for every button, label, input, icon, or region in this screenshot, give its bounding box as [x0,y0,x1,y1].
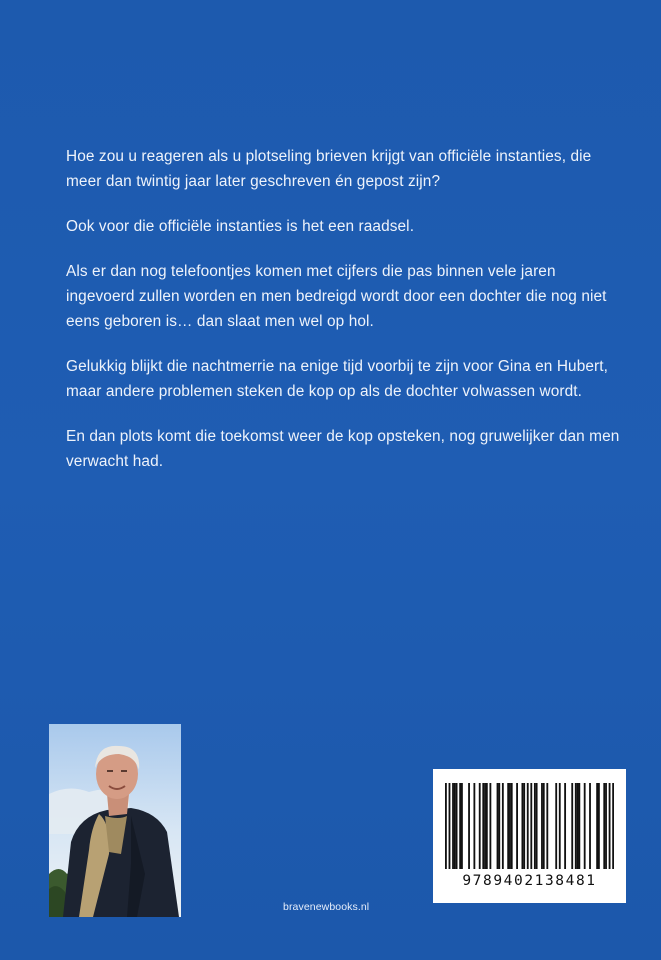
barcode-bar [596,783,598,869]
isbn-number: 9789402138481 [462,873,597,889]
barcode-bar [589,783,591,869]
barcode-bar [482,783,484,869]
barcode-bar [603,783,605,869]
barcode-bar [498,783,500,869]
barcode-bar [612,783,614,869]
barcode-bar [507,783,509,869]
barcode-bars [445,783,614,869]
blurb-paragraph-1: Hoe zou u reageren als u plotseling brieven krijgt van officiële instanties, die meer dan twintig jaar later geschreven én gepost zijn? [66,148,592,190]
barcode-bar [484,783,486,869]
author-portrait-image [49,724,181,917]
barcode-bar [521,783,523,869]
barcode-bar [605,783,607,869]
barcode-bar [456,783,458,869]
barcode-bar [564,783,566,869]
author-photo [49,724,181,917]
barcode-bar [452,783,454,869]
barcode-bar [555,783,557,869]
barcode-bar [609,783,611,869]
barcode-bar [516,783,518,869]
blurb-text [66,144,626,494]
barcode-bar [509,783,511,869]
barcode-bar [461,783,463,869]
barcode-bar [511,783,513,869]
barcode-bar [578,783,580,869]
barcode-bar [584,783,586,869]
blurb-paragraph-2: Ook voor die officiële instanties is het een raadsel. [66,218,415,235]
publisher-url: bravenewbooks.nl [283,901,370,913]
barcode-bar [523,783,525,869]
barcode-bar [502,783,504,869]
barcode-bar [486,783,488,869]
barcode-bar [571,783,573,869]
barcode-bar [530,783,532,869]
barcode-bar [534,783,536,869]
barcode-bar [473,783,475,869]
barcode-bar [536,783,538,869]
barcode-bar [449,783,451,869]
barcode-bar [546,783,548,869]
blurb-paragraph-3: Als er dan nog telefoontjes komen met cijfers die pas binnen vele jaren ingevoerd zullen worden en men bedreigd wordt door een dochter die nog niet eens geboren is… dan slaat men wel op hol. [66,263,607,330]
barcode-bar [527,783,529,869]
barcode-bar [575,783,577,869]
barcode-bar [489,783,491,869]
barcode-bar [468,783,470,869]
isbn-barcode [433,769,626,903]
barcode-bar [459,783,461,869]
barcode-bar [454,783,456,869]
barcode-bar [541,783,543,869]
barcode-bar [577,783,579,869]
blurb-paragraph-5: En dan plots komt die toekomst weer de kop opsteken, nog gruwelijker dan men verwacht had. [66,428,620,470]
barcode-bar [479,783,481,869]
blurb-paragraph-4: Gelukkig blijkt die nachtmerrie na enige tijd voorbij te zijn voor Gina en Hubert, maar andere problemen steken de kop op als de dochter volwassen wordt. [66,358,609,400]
barcode-bar [543,783,545,869]
barcode-bar [497,783,499,869]
barcode-bar [445,783,447,869]
barcode-bar [598,783,600,869]
barcode-bar [559,783,561,869]
